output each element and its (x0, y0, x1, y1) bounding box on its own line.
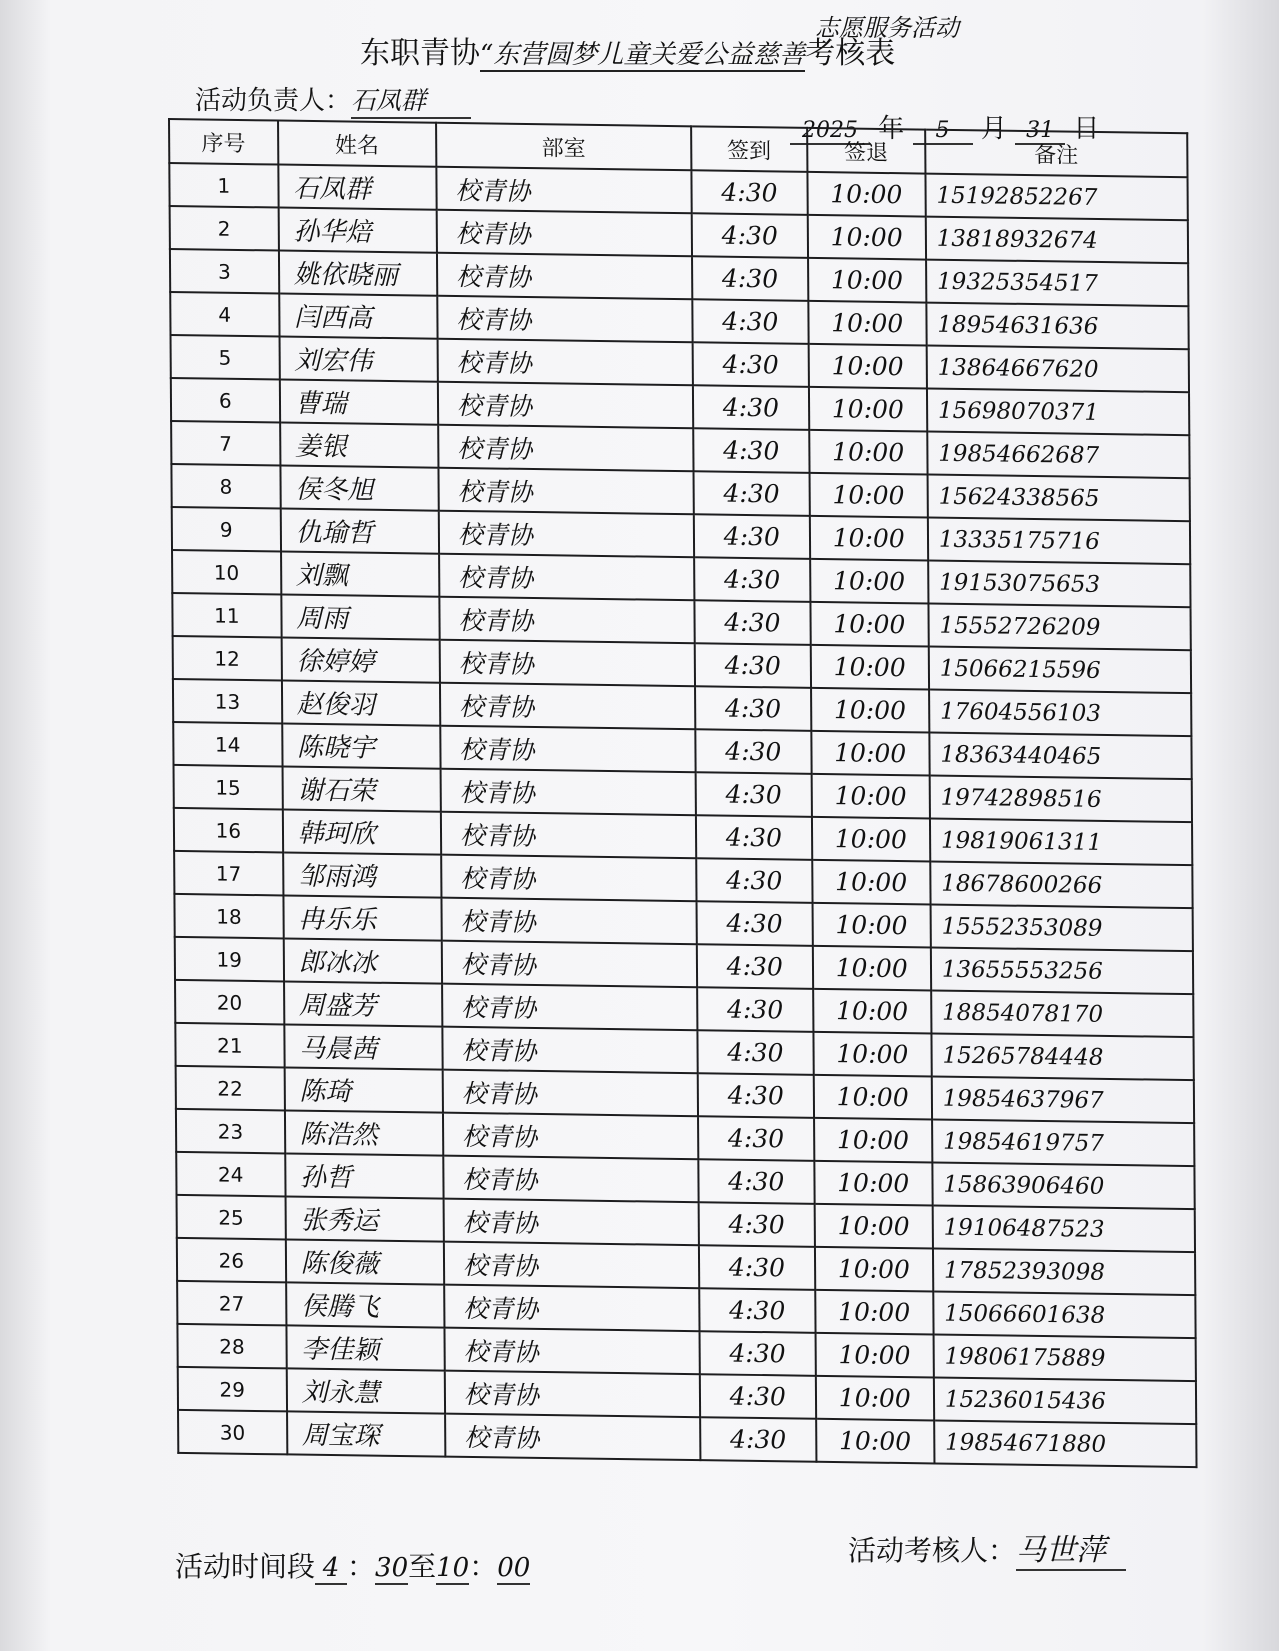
row-checkin: 4:30 (693, 385, 809, 430)
row-name: 周雨 (281, 594, 440, 639)
row-name: 韩珂欣 (282, 809, 441, 854)
row-checkin: 4:30 (697, 1030, 813, 1075)
row-checkin: 4:30 (696, 901, 812, 946)
row-checkin: 4:30 (699, 1288, 815, 1333)
row-name: 张秀运 (285, 1196, 444, 1241)
row-remark: 18954631636 (926, 303, 1189, 350)
row-name: 刘永慧 (286, 1368, 445, 1413)
row-number: 10 (172, 550, 281, 595)
row-dept: 校青协 (444, 1328, 699, 1375)
row-checkin: 4:30 (694, 600, 810, 645)
row-remark: 18678600266 (930, 861, 1193, 908)
row-remark: 15066215596 (929, 647, 1192, 694)
row-checkin: 4:30 (697, 944, 813, 989)
row-number: 14 (173, 722, 282, 767)
row-remark: 13864667620 (926, 346, 1189, 393)
auditor-line (848, 1525, 1126, 1571)
row-name: 姜银 (280, 423, 439, 468)
row-dept: 校青协 (439, 511, 694, 558)
table-body (169, 163, 1196, 1467)
row-remark: 19854637967 (932, 1076, 1195, 1123)
leader-line (195, 80, 471, 119)
row-number: 27 (177, 1281, 286, 1326)
row-number: 4 (170, 292, 279, 337)
period-colon-2: ： (469, 1550, 498, 1583)
row-checkout: 10:00 (816, 1419, 934, 1464)
row-name: 陈俊薇 (285, 1239, 444, 1284)
row-name: 刘宏伟 (279, 337, 438, 382)
row-checkin: 4:30 (695, 729, 811, 774)
leader-label: 活动负责人： (195, 86, 352, 116)
row-number: 20 (175, 980, 284, 1025)
row-name: 李佳颖 (286, 1325, 445, 1370)
row-name: 姚依晓丽 (279, 251, 438, 296)
row-checkin: 4:30 (693, 471, 809, 516)
row-checkout: 10:00 (814, 1161, 932, 1206)
org-prefix: 东职青协 (360, 36, 480, 71)
row-checkout: 10:00 (807, 172, 925, 217)
row-remark: 13655553256 (931, 947, 1194, 994)
row-checkin: 4:30 (698, 1159, 814, 1204)
row-checkin: 4:30 (698, 1073, 814, 1118)
row-checkout: 10:00 (810, 559, 928, 604)
row-name: 侯腾飞 (286, 1282, 445, 1327)
row-remark: 15863906460 (932, 1162, 1195, 1209)
date-day-unit: 日 (1073, 114, 1100, 144)
row-checkout: 10:00 (810, 516, 928, 561)
row-checkout: 10:00 (808, 344, 926, 389)
row-checkin: 4:30 (692, 213, 808, 258)
row-dept: 校青协 (440, 769, 695, 816)
date-year: 2025 (790, 118, 870, 145)
row-number: 21 (175, 1023, 284, 1068)
row-name: 仇瑜哲 (280, 508, 439, 553)
row-name: 孙华焙 (278, 208, 437, 253)
row-checkin: 4:30 (700, 1417, 816, 1462)
row-name: 徐婷婷 (281, 637, 440, 682)
row-checkin: 4:30 (697, 987, 813, 1032)
row-checkin: 4:30 (693, 342, 809, 387)
row-checkout: 10:00 (812, 817, 930, 862)
period-colon-1: ： (347, 1550, 376, 1583)
row-checkin: 4:30 (691, 170, 807, 215)
row-number: 12 (173, 636, 282, 681)
row-checkout: 10:00 (807, 215, 925, 260)
row-remark: 19153075653 (928, 561, 1191, 608)
row-dept: 校青协 (437, 339, 692, 386)
row-remark: 19854671880 (934, 1420, 1197, 1467)
row-checkin: 4:30 (695, 643, 811, 688)
row-dept: 校青协 (442, 1027, 697, 1074)
activity-period (175, 1545, 530, 1585)
auditor-signature: 马世萍 (1016, 1525, 1126, 1571)
row-checkin: 4:30 (699, 1331, 815, 1376)
row-name: 闫西高 (279, 294, 438, 339)
activity-name-extra: 志愿服务活动 (815, 14, 959, 42)
row-dept: 校青协 (438, 468, 693, 515)
row-number: 7 (171, 421, 280, 466)
period-start-minute: 30 (375, 1553, 409, 1583)
row-remark: 17852393098 (933, 1248, 1196, 1295)
row-number: 25 (177, 1195, 286, 1240)
row-remark: 15265784448 (931, 1033, 1194, 1080)
col-header-checkout: 签退 (807, 128, 925, 174)
row-checkin: 4:30 (700, 1374, 816, 1419)
row-checkout: 10:00 (811, 731, 929, 776)
row-dept: 校青协 (440, 726, 695, 773)
row-name: 刘飘 (281, 551, 440, 596)
row-dept: 校青协 (445, 1414, 700, 1461)
row-dept: 校青协 (440, 683, 695, 730)
row-name: 郎冰冰 (283, 938, 442, 983)
row-name: 冉乐乐 (283, 895, 442, 940)
auditor-label: 活动考核人： (848, 1534, 1017, 1567)
row-checkout: 10:00 (808, 301, 926, 346)
row-number: 3 (170, 249, 279, 294)
row-dept: 校青协 (441, 898, 696, 945)
row-checkout: 10:00 (811, 688, 929, 733)
row-checkin: 4:30 (698, 1116, 814, 1161)
row-checkin: 4:30 (696, 772, 812, 817)
row-checkout: 10:00 (814, 1118, 932, 1163)
row-remark: 19819061311 (930, 818, 1193, 865)
row-dept: 校青协 (443, 1199, 698, 1246)
row-checkin: 4:30 (693, 428, 809, 473)
row-name: 陈琦 (284, 1067, 443, 1112)
period-to: 至 (408, 1550, 437, 1583)
row-number: 6 (171, 378, 280, 423)
row-number: 17 (174, 851, 283, 896)
row-checkout: 10:00 (809, 430, 927, 475)
row-dept: 校青协 (436, 167, 691, 214)
col-header-remark: 备注 (925, 130, 1188, 178)
row-remark: 19325354517 (926, 260, 1189, 307)
row-remark: 15552353089 (930, 904, 1193, 951)
date-year-unit: 年 (878, 114, 905, 144)
period-end-hour: 10 (436, 1553, 470, 1583)
row-dept: 校青协 (437, 253, 692, 300)
row-number: 1 (169, 163, 278, 208)
row-remark: 15624338565 (927, 475, 1190, 522)
date-month: 5 (913, 118, 973, 145)
col-header-no: 序号 (169, 119, 278, 165)
row-checkin: 4:30 (692, 299, 808, 344)
row-checkout: 10:00 (812, 860, 930, 905)
row-checkout: 10:00 (815, 1333, 933, 1378)
row-remark: 19106487523 (932, 1205, 1195, 1252)
period-end-minute: 00 (497, 1553, 531, 1583)
row-checkin: 4:30 (696, 858, 812, 903)
row-number: 8 (171, 464, 280, 509)
col-header-name: 姓名 (278, 121, 437, 167)
row-number: 11 (172, 593, 281, 638)
row-dept: 校青协 (440, 640, 695, 687)
row-number: 2 (170, 206, 279, 251)
row-dept: 校青协 (439, 597, 694, 644)
row-checkout: 10:00 (810, 602, 928, 647)
row-number: 19 (175, 937, 284, 982)
row-remark: 18854078170 (931, 990, 1194, 1037)
row-remark: 15552726209 (928, 604, 1191, 651)
row-checkin: 4:30 (694, 514, 810, 559)
row-number: 29 (178, 1367, 287, 1412)
row-dept: 校青协 (437, 210, 692, 257)
row-checkout: 10:00 (813, 989, 931, 1034)
row-checkout: 10:00 (814, 1204, 932, 1249)
row-dept: 校青协 (441, 855, 696, 902)
row-dept: 校青协 (445, 1371, 700, 1418)
row-checkout: 10:00 (809, 473, 927, 518)
row-checkin: 4:30 (694, 557, 810, 602)
row-number: 5 (171, 335, 280, 380)
row-dept: 校青协 (442, 941, 697, 988)
row-dept: 校青协 (438, 425, 693, 472)
row-name: 陈浩然 (285, 1110, 444, 1155)
row-name: 孙哲 (285, 1153, 444, 1198)
row-checkin: 4:30 (692, 256, 808, 301)
row-checkout: 10:00 (816, 1376, 934, 1421)
date-month-unit: 月 (980, 114, 1007, 144)
row-remark: 15192852267 (925, 174, 1188, 221)
form-suffix: 考核表 (805, 36, 896, 71)
period-label: 活动时间段 (175, 1550, 316, 1583)
row-dept: 校青协 (439, 554, 694, 601)
row-dept: 校青协 (441, 812, 696, 859)
row-name: 周宝琛 (287, 1411, 446, 1456)
row-number: 28 (177, 1324, 286, 1369)
row-dept: 校青协 (443, 1070, 698, 1117)
activity-name: “东营圆梦儿童关爱公益慈善 (480, 40, 806, 70)
row-checkin: 4:30 (696, 815, 812, 860)
row-number: 24 (176, 1152, 285, 1197)
row-checkout: 10:00 (813, 1075, 931, 1120)
row-checkout: 10:00 (810, 645, 928, 690)
row-number: 23 (176, 1109, 285, 1154)
row-remark: 19854662687 (927, 432, 1190, 479)
row-checkout: 10:00 (815, 1290, 933, 1335)
row-number: 15 (174, 765, 283, 810)
row-number: 18 (174, 894, 283, 939)
row-checkin: 4:30 (699, 1202, 815, 1247)
row-name: 侯冬旭 (280, 465, 439, 510)
row-remark: 13335175716 (928, 518, 1191, 565)
row-checkout: 10:00 (813, 946, 931, 991)
row-dept: 校青协 (443, 1113, 698, 1160)
row-remark: 13818932674 (926, 217, 1189, 264)
row-remark: 15698070371 (927, 389, 1190, 436)
row-name: 陈晓宇 (282, 723, 441, 768)
row-remark: 18363440465 (929, 733, 1192, 780)
row-remark: 19854619757 (932, 1119, 1195, 1166)
date-day: 31 (1015, 118, 1065, 145)
row-number: 16 (174, 808, 283, 853)
row-number: 22 (176, 1066, 285, 1111)
row-name: 曹瑞 (279, 380, 438, 425)
row-number: 26 (177, 1238, 286, 1283)
signin-table-wrap (168, 118, 1198, 1532)
row-number: 9 (172, 507, 281, 552)
row-checkout: 10:00 (815, 1247, 933, 1292)
row-name: 马晨茜 (284, 1024, 443, 1069)
col-header-dept: 部室 (436, 123, 691, 171)
row-dept: 校青协 (443, 1156, 698, 1203)
row-checkout: 10:00 (811, 774, 929, 819)
row-name: 周盛芳 (284, 981, 443, 1026)
row-remark: 15066601638 (933, 1291, 1196, 1338)
row-name: 石凤群 (278, 165, 437, 210)
row-name: 赵俊羽 (282, 680, 441, 725)
signin-table (168, 118, 1198, 1468)
row-checkout: 10:00 (809, 387, 927, 432)
row-dept: 校青协 (437, 296, 692, 343)
row-name: 邹雨鸿 (283, 852, 442, 897)
form-title (360, 28, 895, 72)
row-checkout: 10:00 (813, 1032, 931, 1077)
row-checkout: 10:00 (808, 258, 926, 303)
period-start-hour: 4 (315, 1553, 347, 1585)
row-checkin: 4:30 (699, 1245, 815, 1290)
row-dept: 校青协 (444, 1285, 699, 1332)
leader-name: 石凤群 (351, 81, 471, 119)
col-header-checkin: 签到 (691, 126, 807, 172)
row-remark: 15236015436 (934, 1377, 1197, 1424)
row-remark: 17604556103 (929, 690, 1192, 737)
row-name: 谢石荣 (282, 766, 441, 811)
row-checkout: 10:00 (812, 903, 930, 948)
row-checkin: 4:30 (695, 686, 811, 731)
row-dept: 校青协 (442, 984, 697, 1031)
row-remark: 19806175889 (933, 1334, 1196, 1381)
row-dept: 校青协 (438, 382, 693, 429)
row-remark: 19742898516 (929, 776, 1192, 823)
row-dept: 校青协 (444, 1242, 699, 1289)
row-number: 13 (173, 679, 282, 724)
row-number: 30 (178, 1410, 287, 1455)
